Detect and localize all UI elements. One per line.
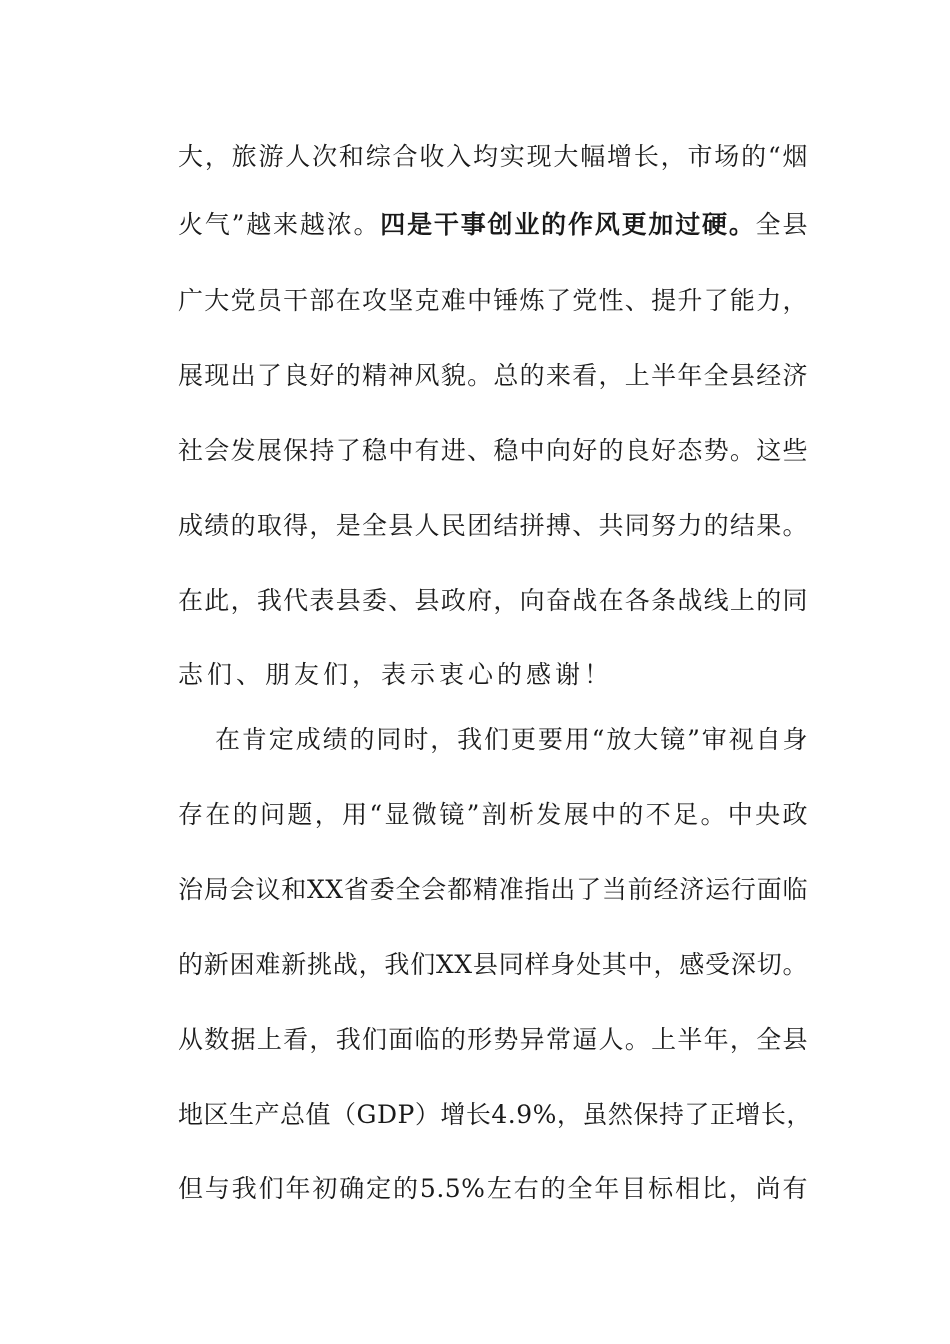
text-line: 广大党员干部在攻坚克难中锤炼了党性、提升了能力， [178, 286, 808, 315]
text-line: 社会发展保持了稳中有进、稳中向好的良好态势。这些 [178, 436, 808, 465]
text-line: 在肯定成绩的同时，我们更要用“放大镜”审视自身 [215, 725, 808, 754]
text-span: 全县 [755, 210, 808, 239]
bold-heading-span: 四是干事创业的作风更加过硬。 [380, 210, 756, 239]
text-line: 大，旅游人次和综合收入均实现大幅增长，市场的“烟 [178, 142, 808, 171]
text-line: 在此，我代表县委、县政府，向奋战在各条战线上的同 [178, 586, 808, 615]
text-line: 成绩的取得，是全县人民团结拼搏、共同努力的结果。 [178, 511, 808, 540]
text-line: 治局会议和XX省委全会都精准指出了当前经济运行面临 [178, 875, 808, 904]
text-span: 火气”越来越浓。 [178, 210, 381, 239]
text-line: 志们、朋友们，表示衷心的感谢！ [178, 660, 614, 689]
text-line: 的新困难新挑战，我们XX县同样身处其中，感受深切。 [178, 950, 808, 979]
text-line: 存在的问题，用“显微镜”剖析发展中的不足。中央政 [178, 800, 808, 829]
text-line [178, 205, 808, 245]
text-line: 地区生产总值（GDP）增长4.9%，虽然保持了正增长， [178, 1100, 812, 1129]
text-line: 展现出了良好的精神风貌。总的来看，上半年全县经济 [178, 361, 808, 390]
text-line: 但与我们年初确定的5.5%左右的全年目标相比，尚有 [178, 1174, 808, 1203]
text-line: 从数据上看，我们面临的形势异常逼人。上半年，全县 [178, 1025, 808, 1054]
